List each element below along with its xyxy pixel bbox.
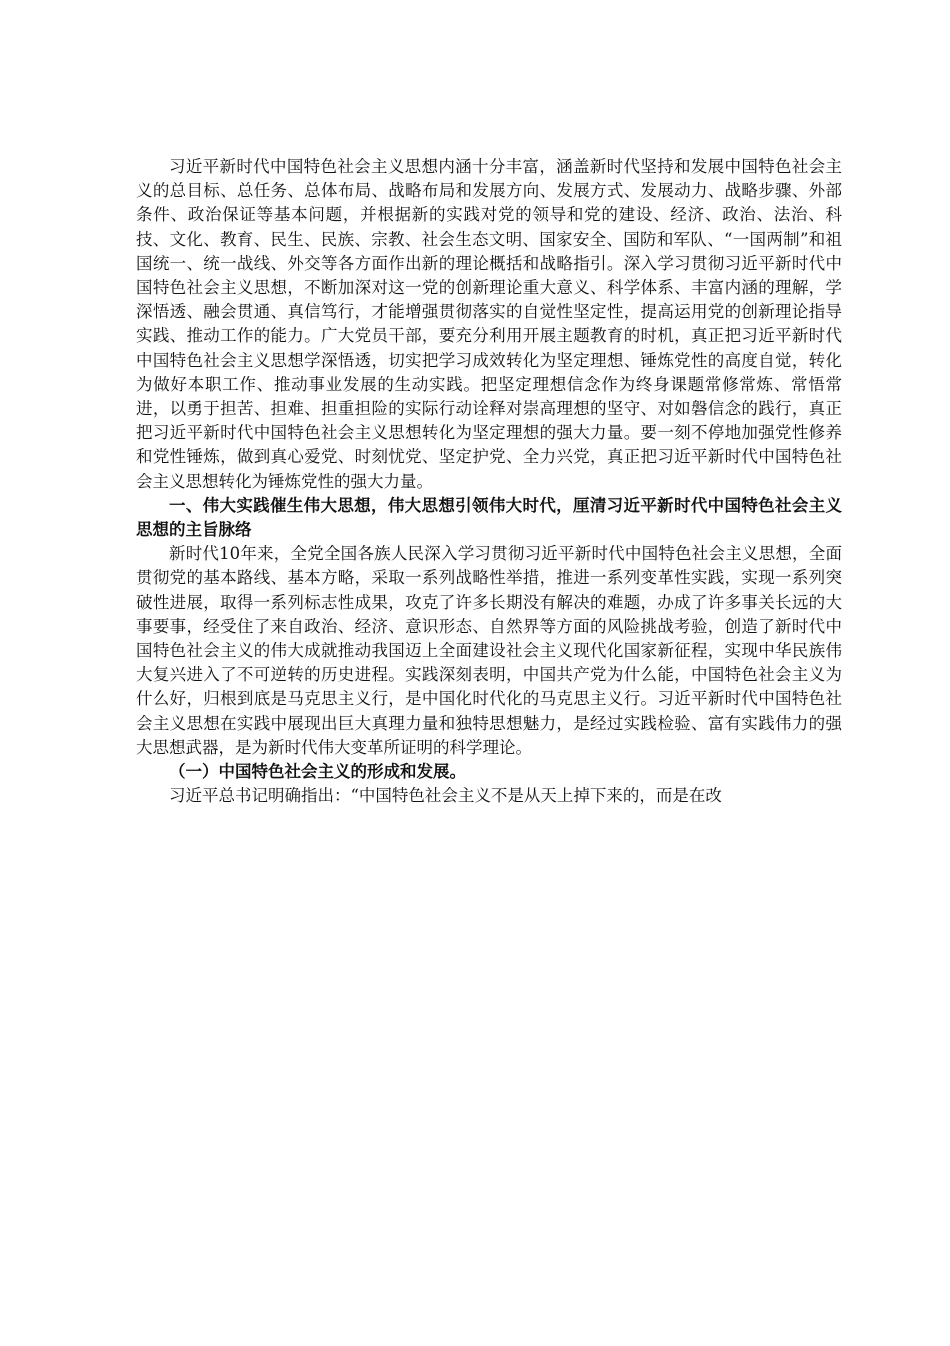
intro-paragraph: 习近平新时代中国特色社会主义思想内涵十分丰富，涵盖新时代坚持和发展中国特色社会主义的总目标、总任务、总体布局、战略布局和发展方向、发展方式、发展动力、战略步骤、外部条件、政治保证等基本问题，并根据新的实践对党的领导和党的建设、经济、政治、法治、科技、文化、教育、民生、民族、宗教、社会生态文明、国家安全、国防和军队、“一国两制”和祖国统一、统一战线、外交等各方面作出新的理论概括和战略指引。深入学习贯彻习近平新时代中国特色社会主义思想，不断加深对这一党的创新理论重大意义、科学体系、丰富内涵的理解，学深悟透、融会贯通、真信笃行，才能增强贯彻落实的自觉性坚定性，提高运用党的创新理论指导实践、推动工作的能力。广大党员干部，要充分利用开展主题教育的时机，真正把习近平新时代中国特色社会主义思想学深悟透，切实把学习成效转化为坚定理想、锤炼党性的高度自觉，转化为做好本职工作、推动事业发展的生动实践。把坚定理想信念作为终身课题常修常炼、常悟常进，以勇于担苦、担难、担重担险的实际行动诠释对崇高理想的坚守、对如磐信念的践行，真正把习近平新时代中国特色社会主义思想转化为坚定理想的强大力量。要一刻不停地加强党性修养和党性锤炼，做到真心爱党、时刻忧党、坚定护党、全力兴党，真正把习近平新时代中国特色社会主义思想转化为锤炼党性的强大力量。: [136, 157, 842, 491]
section-heading-1: 一、伟大实践催生伟大思想，伟大思想引领伟大时代，厘清习近平新时代中国特色社会主义思想的主旨脉络: [136, 495, 842, 540]
document-body: [136, 155, 842, 808]
subsection-1-paragraph: 习近平总书记明确指出：“中国特色社会主义不是从天上掉下来的，而是在改: [169, 786, 722, 806]
section-1-paragraph: 新时代10年来，全党全国各族人民深入学习贯彻习近平新时代中国特色社会主义思想，全面贯彻党的基本路线、基本方略，采取一系列战略性举措，推进一系列变革性实践，实现一系列突破性进展，取得一系列标志性成果，攻克了许多长期没有解决的难题，办成了许多事关长远的大事要事，经受住了来自政治、经济、意识形态、自然界等方面的风险挑战考验，创造了新时代中国特色社会主义的伟大成就推动我国迈上全面建设社会主义现代化国家新征程，实现中华民族伟大复兴进入了不可逆转的历史进程。实践深刻表明，中国共产党为什么能，中国特色社会主义为什么好，归根到底是马克思主义行，是中国化时代化的马克思主义行。习近平新时代中国特色社会主义思想在实践中展现出巨大真理力量和独特思想魅力，是经过实践检验、富有实践伟力的强大思想武器，是为新时代伟大变革所证明的科学理论。: [136, 544, 842, 757]
subsection-heading-1: （一）中国特色社会主义的形成和发展。: [169, 762, 466, 782]
